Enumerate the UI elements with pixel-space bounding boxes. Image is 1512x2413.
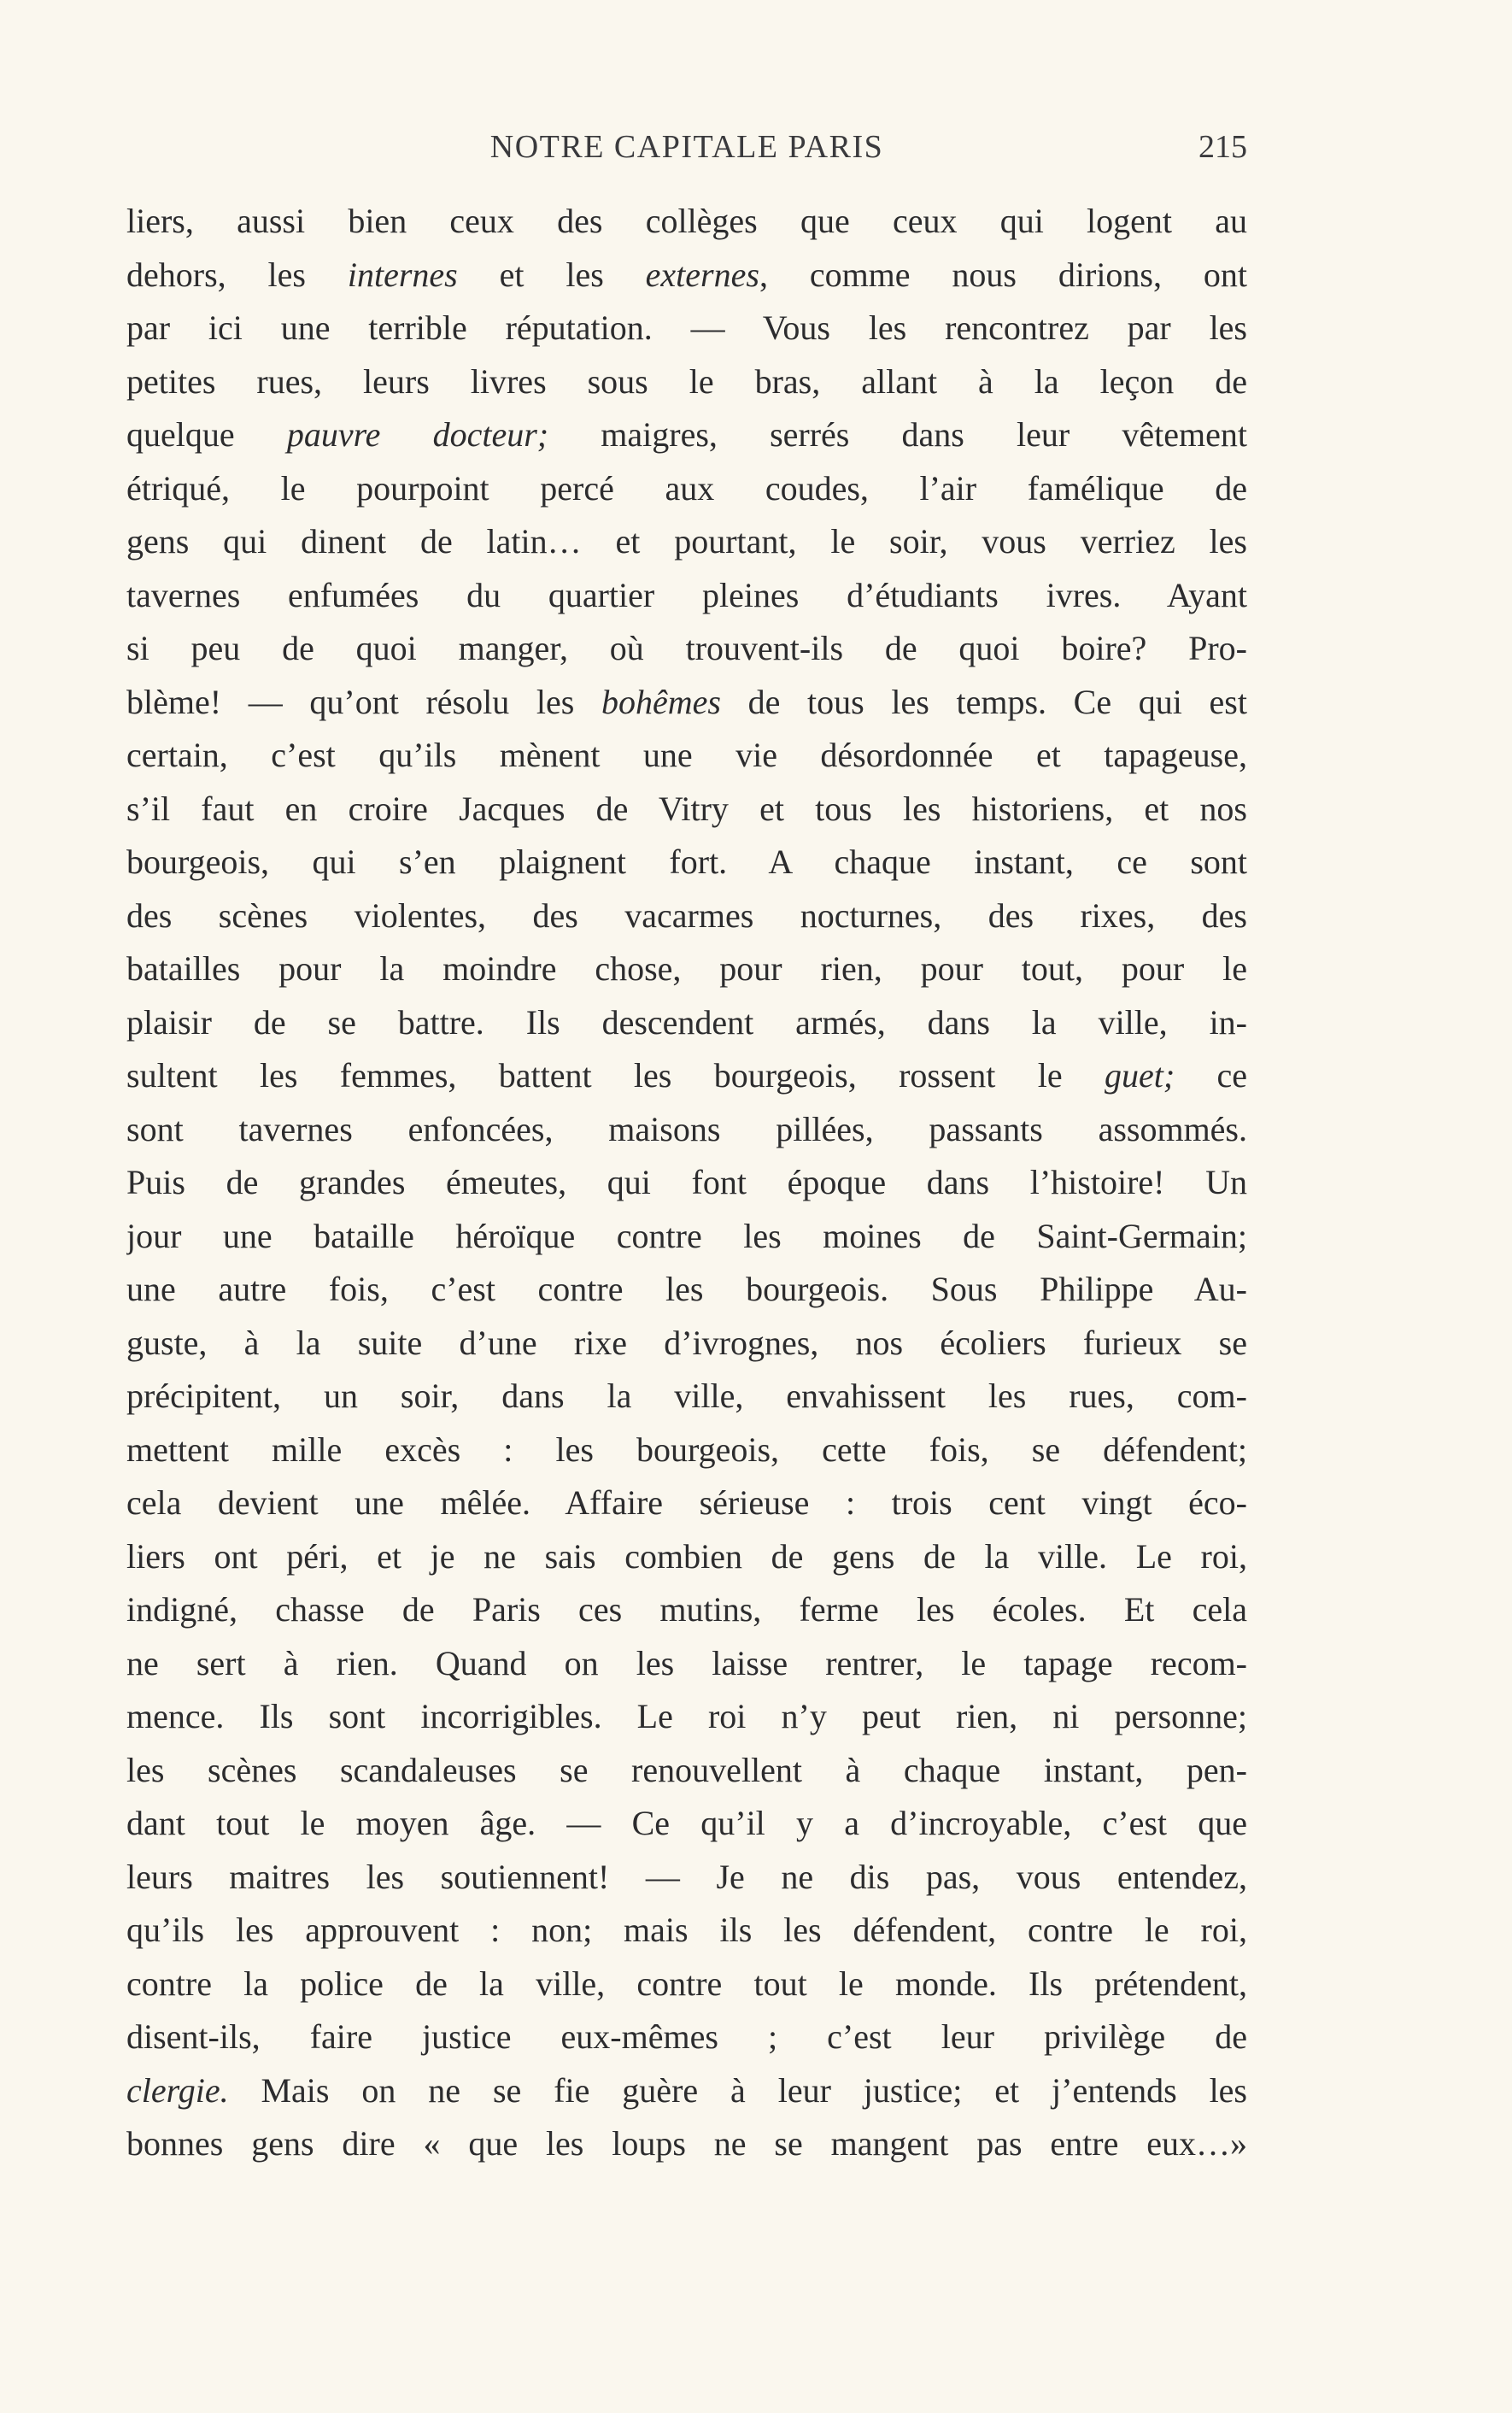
text-run: plaisir de se battre. Ils descendent armés, dans la ville, in- (126, 1002, 1247, 1042)
text-line (126, 783, 1247, 837)
text-line (126, 1851, 1247, 1905)
text-line (126, 2064, 1247, 2118)
text-line (126, 569, 1247, 623)
text-line (126, 1744, 1247, 1798)
text-run: guste, à la suite d’une rixe d’ivrognes, nos écoliers furieux se (126, 1323, 1247, 1362)
text-line (126, 1424, 1247, 1477)
text-run: certain, c’est qu’ils mènent une vie désordonnée et tapageuse, (126, 736, 1247, 774)
text-run: s’il faut en croire Jacques de Vitry et tous les historiens, et nos (126, 789, 1247, 828)
text-line (126, 1103, 1247, 1157)
italic-phrase: guet; (1104, 1056, 1175, 1095)
text-line (126, 1583, 1247, 1637)
text-run: cela devient une mêlée. Affaire sérieuse : trois cent vingt éco- (126, 1483, 1247, 1522)
text-run: par ici une terrible réputation. — Vous les rencontrez par les (126, 308, 1247, 347)
text-line (126, 1958, 1247, 2011)
text-line (126, 1637, 1247, 1691)
text-run: jour une bataille héroïque contre les moines de Saint-Germain; (126, 1216, 1247, 1255)
text-run: batailles pour la moindre chose, pour rien, pour tout, pour le (126, 949, 1247, 988)
text-run: et les (457, 255, 646, 294)
text-run: des scènes violentes, des vacarmes nocturnes, des rixes, des (126, 895, 1247, 935)
text-line (126, 942, 1247, 996)
text-run: qu’ils les approuvent : non; mais ils les défendent, contre le roi, (126, 1911, 1247, 1949)
italic-phrase: internes (347, 255, 458, 294)
text-run: indigné, chasse de Paris ces mutins, ferme les écoles. Et cela (126, 1590, 1247, 1629)
italic-phrase: clergie. (126, 2070, 229, 2110)
text-line (126, 996, 1247, 1050)
text-line (126, 1156, 1247, 1210)
text-line (126, 836, 1247, 889)
text-run: bonnes gens dire « que les loups ne se mangent pas entre eux…» (126, 2124, 1247, 2163)
body-text (126, 195, 1247, 2171)
text-line (126, 1477, 1247, 1530)
text-run: liers, aussi bien ceux des collèges que ceux qui logent au (126, 202, 1247, 240)
text-line (126, 622, 1247, 676)
text-run: Puis de grandes émeutes, qui font époque dans l’histoire! Un (126, 1163, 1247, 1201)
text-line (126, 2117, 1247, 2171)
italic-phrase: pauvre docteur; (286, 415, 549, 454)
text-line (126, 2011, 1247, 2064)
text-line (126, 1797, 1247, 1851)
text-run: blème! — qu’ont résolu les (126, 682, 601, 721)
text-line (126, 249, 1247, 302)
text-run: contre la police de la ville, contre tout le monde. Ils prétendent, (126, 1964, 1247, 2003)
italic-phrase: externes (645, 255, 759, 294)
text-run: mence. Ils sont incorrigibles. Le roi n’y peut rien, ni personne; (126, 1697, 1247, 1735)
text-run: petites rues, leurs livres sous le bras, allant à la leçon de (126, 361, 1247, 401)
text-line (126, 195, 1247, 249)
text-line (126, 515, 1247, 569)
text-run: dehors, les (126, 255, 348, 294)
text-run: tavernes enfumées du quartier pleines d’étudiants ivres. Ayant (126, 575, 1247, 614)
text-run: dant tout le moyen âge. — Ce qu’il y a d’incroyable, c’est que (126, 1804, 1247, 1842)
text-line (126, 729, 1247, 783)
text-run: gens qui dinent de latin… et pourtant, le soir, vous verriez les (126, 522, 1247, 561)
text-run: disent-ils, faire justice eux-mêmes ; c’est leur privilège de (126, 2017, 1247, 2056)
text-line (126, 676, 1247, 730)
text-run: quelque (126, 415, 287, 454)
text-run: les scènes scandaleuses se renouvellent à chaque instant, pen- (126, 1750, 1247, 1789)
page-number: 215 (1198, 129, 1247, 165)
text-run: Mais on ne se fie guère à leur justice; et j’entends les (228, 2070, 1247, 2110)
text-line (126, 1530, 1247, 1584)
text-line (126, 1904, 1247, 1958)
text-line (126, 462, 1247, 516)
text-line (126, 355, 1247, 409)
text-run: ce (1175, 1056, 1247, 1095)
text-run: de tous les temps. Ce qui est (720, 682, 1247, 721)
text-line (126, 302, 1247, 355)
text-line (126, 1317, 1247, 1371)
text-run: liers ont péri, et je ne sais combien de gens de la ville. Le roi, (126, 1536, 1247, 1576)
text-run: ne sert à rien. Quand on les laisse rentrer, le tapage recom- (126, 1643, 1247, 1682)
text-run: une autre fois, c’est contre les bourgeois. Sous Philippe Au- (126, 1270, 1247, 1308)
text-run: leurs maitres les soutiennent! — Je ne dis pas, vous entendez, (126, 1857, 1247, 1896)
text-run: maigres, serrés dans leur vêtement (548, 415, 1247, 454)
text-run: précipitent, un soir, dans la ville, envahissent les rues, com- (126, 1377, 1247, 1415)
text-line (126, 889, 1247, 943)
italic-phrase: bohêmes (601, 682, 721, 721)
text-run: , comme nous dirions, ont (759, 255, 1247, 294)
text-run: sont tavernes enfoncées, maisons pillées, passants assommés. (126, 1109, 1247, 1148)
text-line (126, 408, 1247, 462)
text-line (126, 1210, 1247, 1264)
running-head: NOTRE CAPITALE PARIS (489, 129, 884, 165)
text-line (126, 1690, 1247, 1744)
text-run: sultent les femmes, battent les bourgeois, rossent le (126, 1056, 1105, 1095)
text-line (126, 1049, 1247, 1103)
text-line (126, 1263, 1247, 1317)
text-run: si peu de quoi manger, où trouvent-ils de quoi boire? Pro- (126, 629, 1247, 667)
page-header (126, 128, 1247, 173)
text-run: étriqué, le pourpoint percé aux coudes, l’air famélique de (126, 468, 1247, 508)
text-run: bourgeois, qui s’en plaignent fort. A chaque instant, ce sont (126, 842, 1247, 881)
text-line (126, 1370, 1247, 1424)
text-run: mettent mille excès : les bourgeois, cette fois, se défendent; (126, 1430, 1247, 1469)
